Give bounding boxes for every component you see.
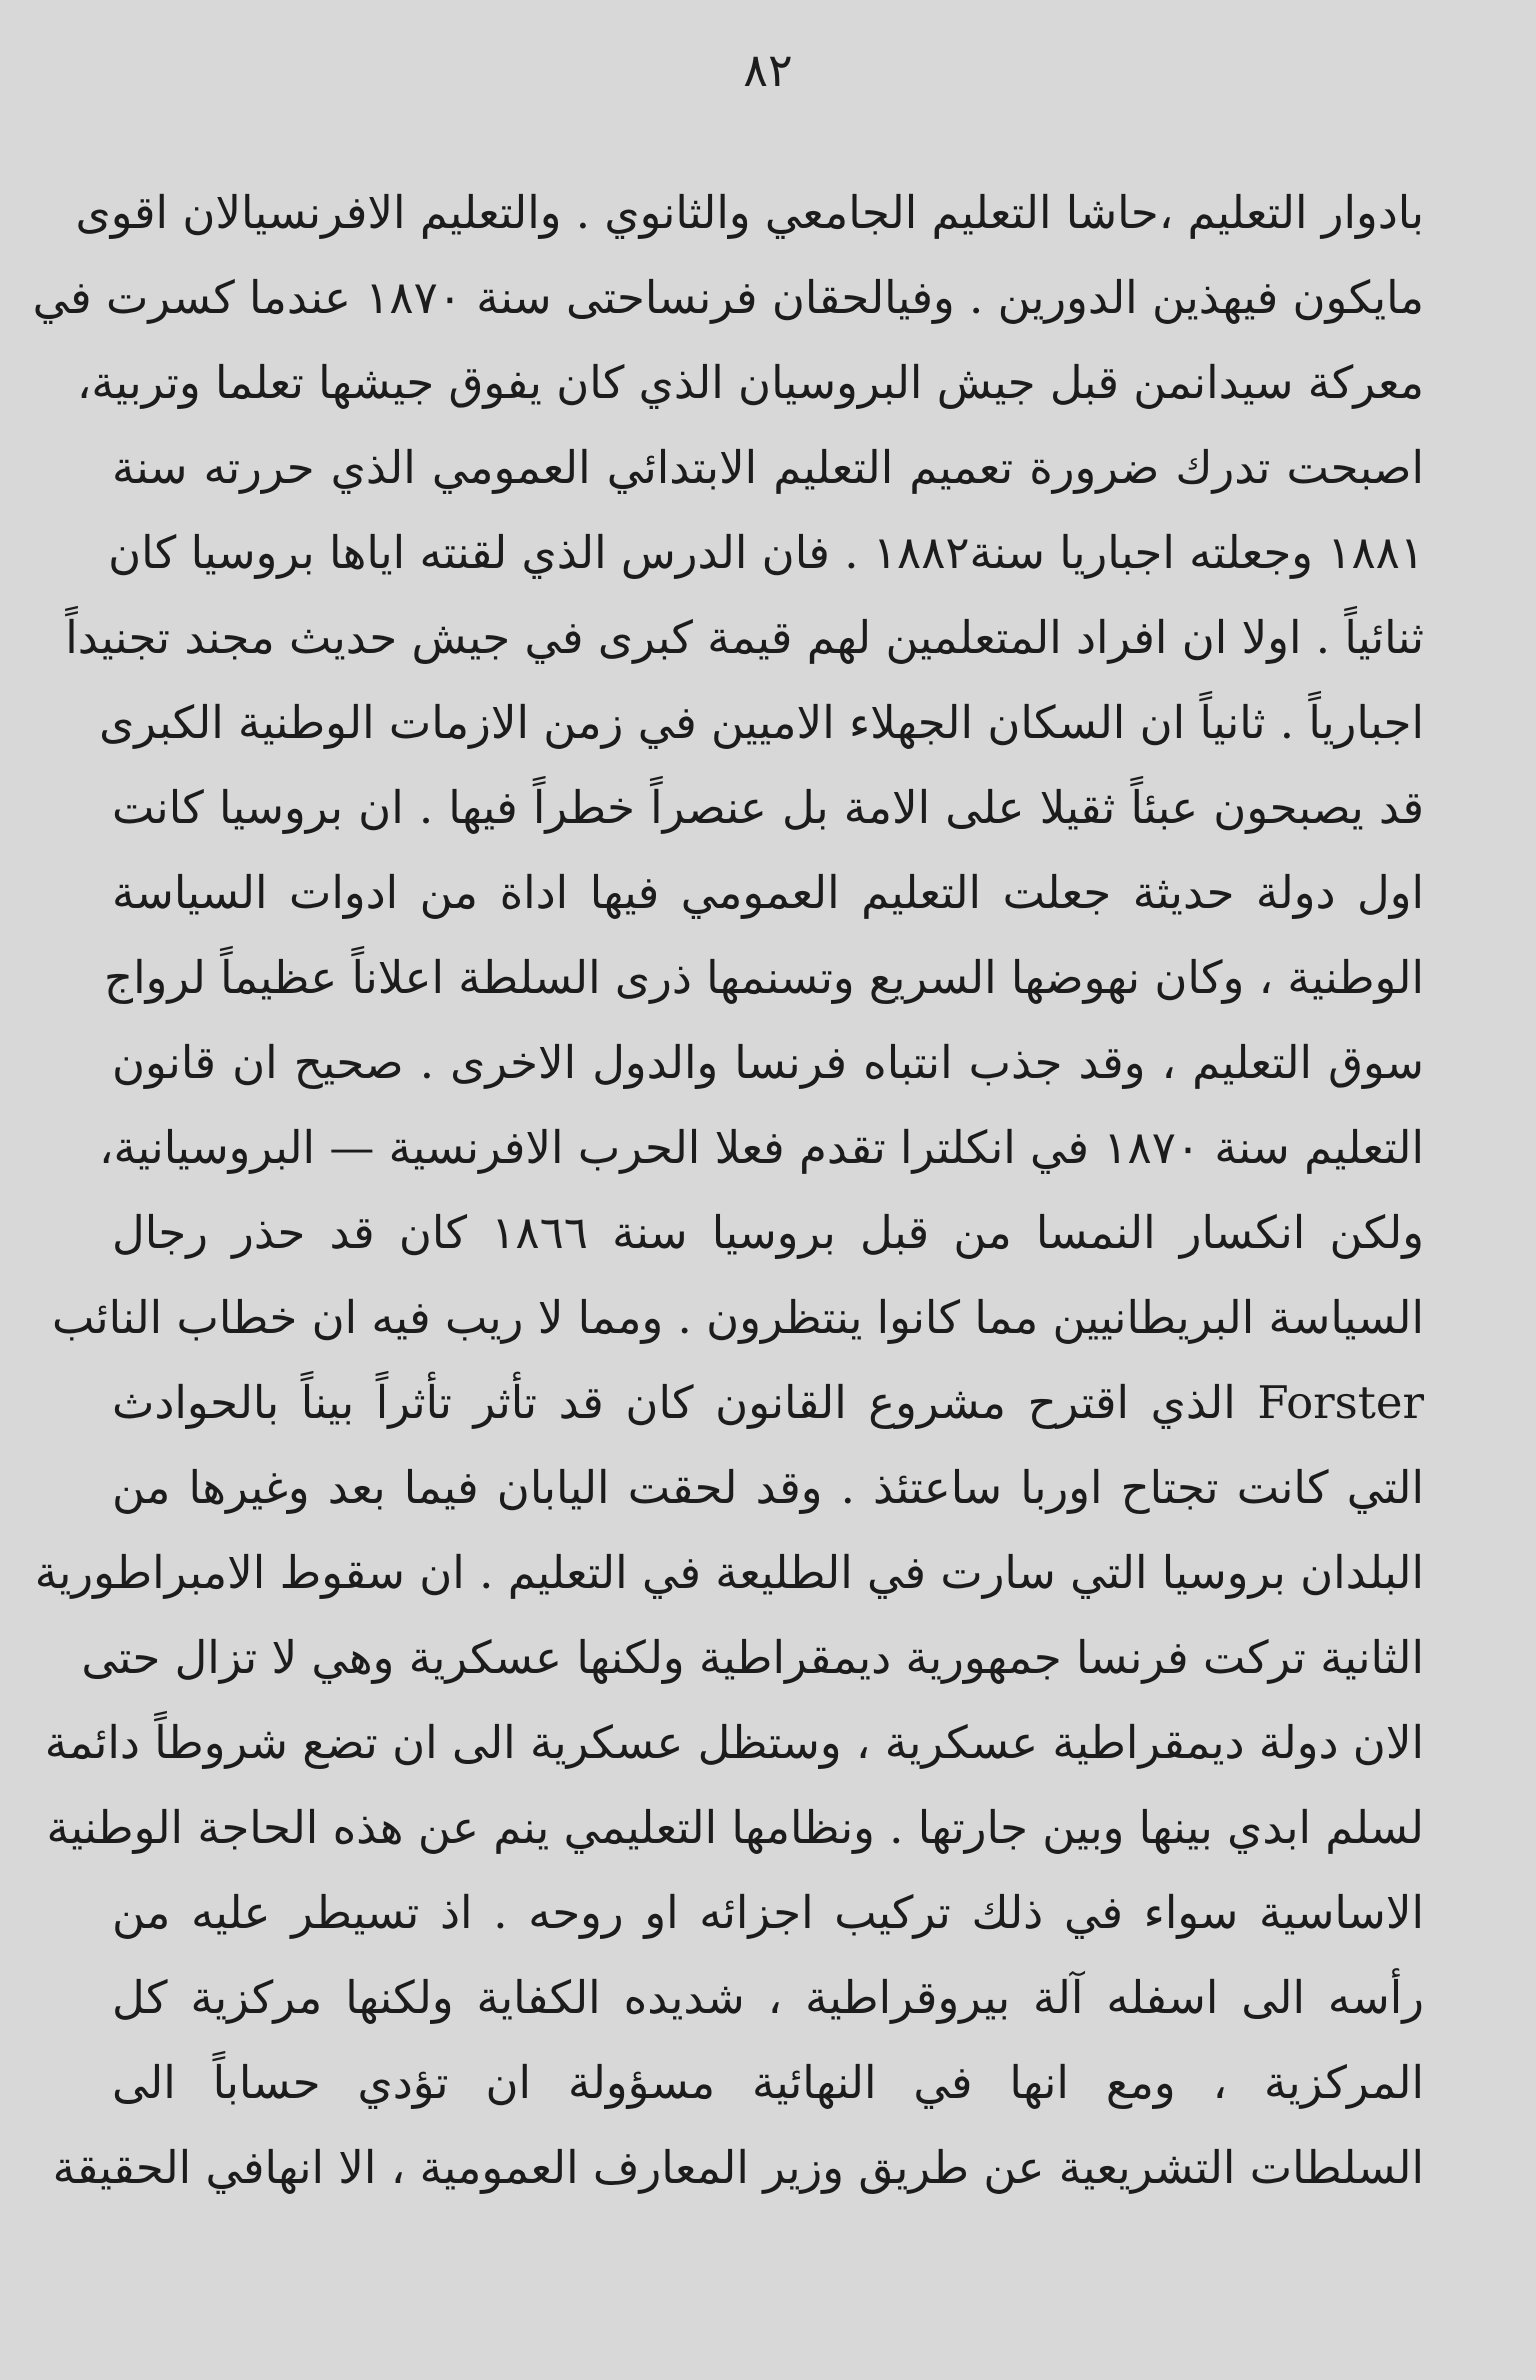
text-line: اول دولة حديثة جعلت التعليم العمومي فيها اداة من ادوات السياسة bbox=[112, 866, 1424, 919]
text-line: قد يصبحون عبئاً ثقيلا على الامة بل عنصراً خطراً فيها . ان بروسيا كانت bbox=[112, 781, 1424, 834]
text-line: الثانية تركت فرنسا جمهورية ديمقراطية ولكنها عسكرية وهي لا تزال حتى bbox=[81, 1631, 1424, 1684]
text-line: اصبحت تدرك ضرورة تعميم التعليم الابتدائي العمومي الذي حررته سنة bbox=[112, 441, 1424, 494]
body-text bbox=[32, 170, 1424, 2210]
text-line: السلطات التشريعية عن طريق وزير المعارف العمومية ، الا انهافي الحقيقة bbox=[52, 2141, 1424, 2194]
text-line: اجبارياً . ثانياً ان السكان الجهلاء الاميين في زمن الازمات الوطنية الكبرى bbox=[99, 696, 1424, 749]
text-line: التعليم سنة ١٨٧٠ في انكلترا تقدم فعلا الحرب الافرنسية — البروسيانية، bbox=[98, 1121, 1424, 1174]
text-line: Forster الذي اقترح مشروع القانون كان قد تأثر تأثراً بيناً بالحوادث bbox=[112, 1376, 1424, 1429]
text-line: ولكن انكسار النمسا من قبل بروسيا سنة ١٨٦٦ كان قد حذر رجال bbox=[112, 1206, 1424, 1259]
text-line: ١٨٨١ وجعلته اجباريا سنة١٨٨٢ . فان الدرس الذي لقنته اياها بروسيا كان bbox=[108, 526, 1424, 579]
text-line: المركزية ، ومع انها في النهائية مسؤولة ان تؤدي حساباً الى bbox=[112, 2056, 1424, 2109]
page-number: ٨٢ bbox=[743, 43, 793, 97]
text-line: الوطنية ، وكان نهوضها السريع وتسنمها ذرى السلطة اعلاناً عظيماً لرواج bbox=[104, 951, 1424, 1004]
text-line: مايكون فيهذين الدورين . وفيالحقان فرنساحتى سنة ١٨٧٠ عندما كسرت في bbox=[32, 271, 1424, 324]
text-line: معركة سيدانمن قبل جيش البروسيان الذي كان يفوق جيشها تعلما وتربية، bbox=[76, 356, 1424, 409]
text-line: ثنائياً . اولا ان افراد المتعلمين لهم قيمة كبرى في جيش حديث مجند تجنيداً bbox=[65, 611, 1424, 664]
text-line: لسلم ابدي بينها وبين جارتها . ونظامها التعليمي ينم عن هذه الحاجة الوطنية bbox=[46, 1801, 1424, 1854]
text-line: الاساسية سواء في ذلك تركيب اجزائه او روحه . اذ تسيطر عليه من bbox=[112, 1886, 1424, 1939]
text-line: بادوار التعليم ،حاشا التعليم الجامعي والثانوي . والتعليم الافرنسيالان اقوى bbox=[75, 186, 1424, 239]
text-line: رأسه الى اسفله آلة بيروقراطية ، شديده الكفاية ولكنها مركزية كل bbox=[112, 1971, 1424, 2024]
text-line: البلدان بروسيا التي سارت في الطليعة في التعليم . ان سقوط الامبراطورية bbox=[34, 1546, 1424, 1599]
text-line: سوق التعليم ، وقد جذب انتباه فرنسا والدول الاخرى . صحيح ان قانون bbox=[112, 1036, 1424, 1089]
text-line: السياسة البريطانيين مما كانوا ينتظرون . ومما لا ريب فيه ان خطاب النائب bbox=[51, 1291, 1424, 1344]
text-line: الان دولة ديمقراطية عسكرية ، وستظل عسكرية الى ان تضع شروطاً دائمة bbox=[44, 1716, 1424, 1769]
text-line: التي كانت تجتاح اوربا ساعتئذ . وقد لحقت اليابان فيما بعد وغيرها من bbox=[112, 1461, 1424, 1514]
